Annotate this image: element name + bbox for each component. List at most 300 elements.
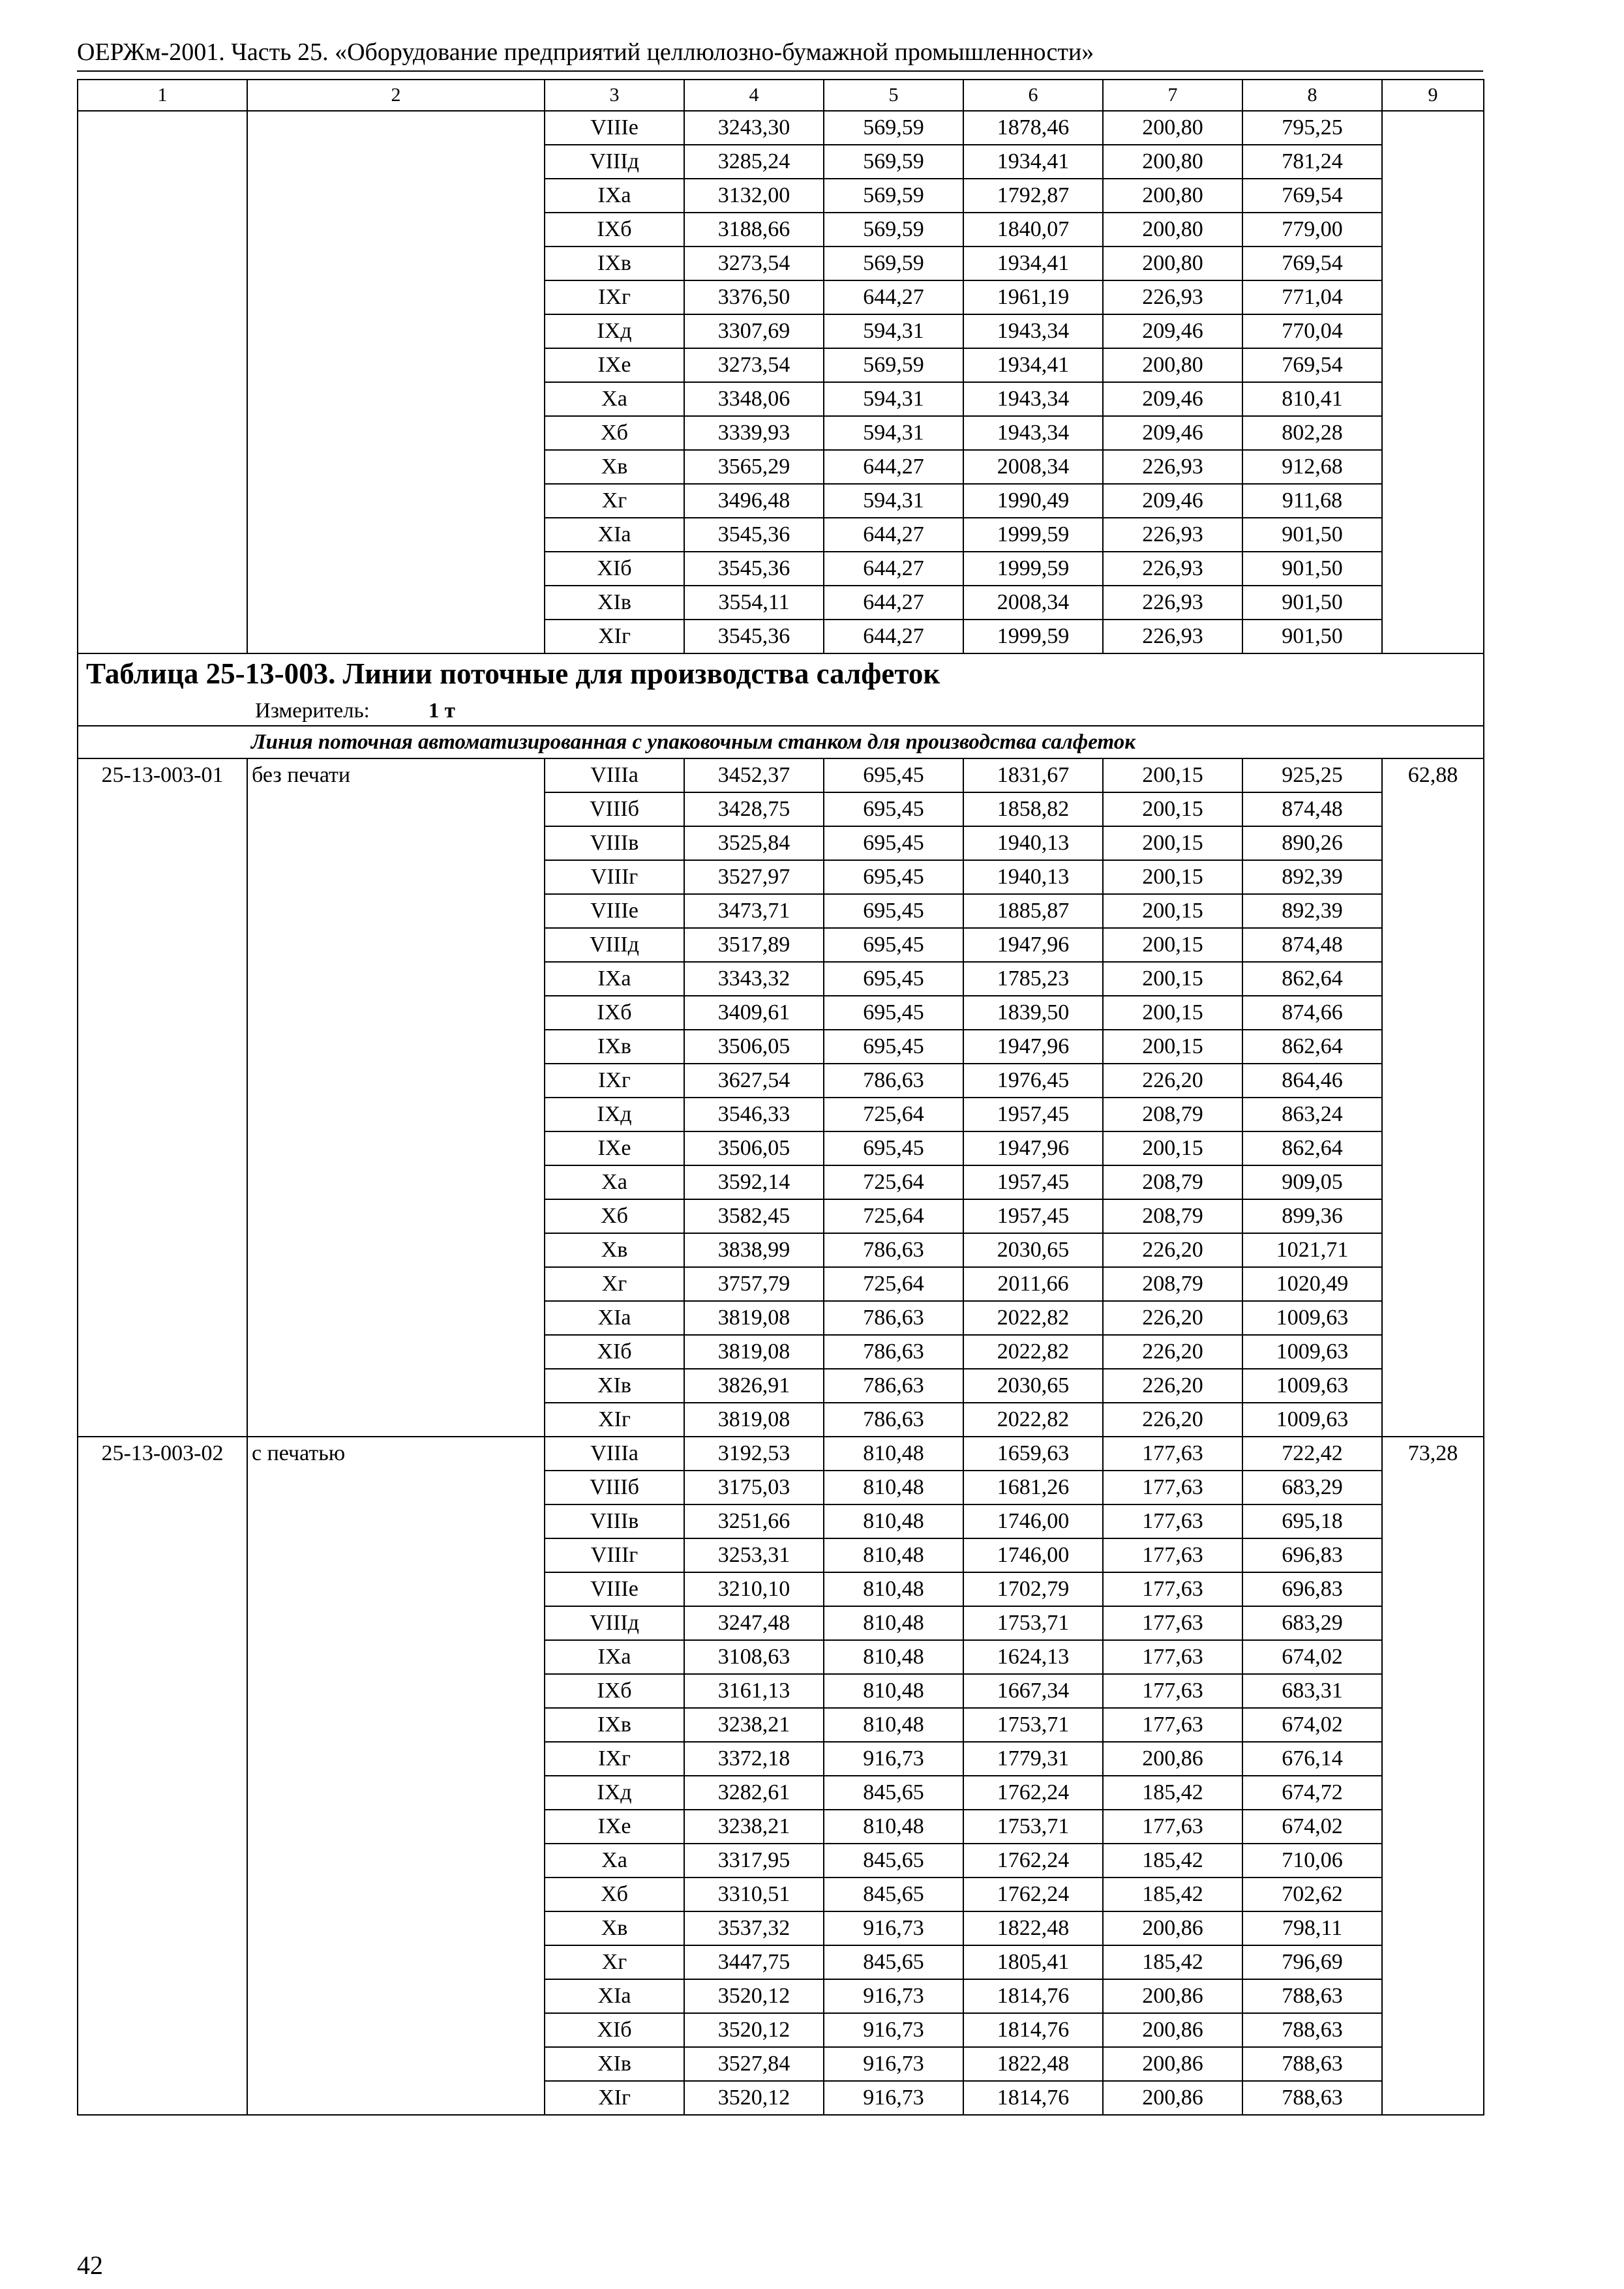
value-cell: 177,63: [1103, 1708, 1242, 1742]
column-number: 3: [545, 80, 684, 111]
zone-cell: Xг: [545, 1267, 684, 1301]
zone-cell: VIIIв: [545, 826, 684, 860]
value-cell: 3506,05: [684, 1030, 824, 1064]
value-cell: 916,73: [824, 2013, 963, 2047]
value-cell: 2022,82: [963, 1403, 1103, 1437]
value-cell: 674,72: [1242, 1776, 1382, 1810]
value-cell: 1999,59: [963, 552, 1103, 586]
zone-cell: VIIIг: [545, 1538, 684, 1572]
value-cell: 3537,32: [684, 1911, 824, 1945]
value-cell: 3546,33: [684, 1098, 824, 1131]
value-cell: 644,27: [824, 280, 963, 314]
value-cell: 810,48: [824, 1810, 963, 1844]
zone-cell: IXг: [545, 280, 684, 314]
zone-cell: VIIIд: [545, 928, 684, 962]
value-cell: 862,64: [1242, 1131, 1382, 1165]
value-cell: 226,93: [1103, 280, 1242, 314]
value-cell: 1805,41: [963, 1945, 1103, 1979]
zone-cell: IXб: [545, 213, 684, 247]
zone-cell: VIIIд: [545, 1606, 684, 1640]
zone-cell: VIIIб: [545, 792, 684, 826]
value-cell: 722,42: [1242, 1437, 1382, 1471]
value-cell: 770,04: [1242, 314, 1382, 348]
value-cell: 695,45: [824, 792, 963, 826]
value-cell: 810,48: [824, 1538, 963, 1572]
value-cell: 683,29: [1242, 1471, 1382, 1504]
code-cell: [78, 111, 247, 653]
zone-cell: Xа: [545, 1165, 684, 1199]
zone-cell: Xб: [545, 416, 684, 450]
value-cell: 874,48: [1242, 792, 1382, 826]
measure-value: 1 т: [428, 699, 455, 723]
name-cell: [247, 111, 545, 653]
value-cell: 200,80: [1103, 348, 1242, 382]
zone-cell: IXв: [545, 1708, 684, 1742]
zone-cell: XIа: [545, 1979, 684, 2013]
table-row: [78, 758, 1484, 792]
zone-cell: Xг: [545, 484, 684, 518]
value-cell: 786,63: [824, 1233, 963, 1267]
value-cell: 1957,45: [963, 1165, 1103, 1199]
value-cell: 3238,21: [684, 1708, 824, 1742]
value-cell: 200,80: [1103, 111, 1242, 145]
value-cell: 1009,63: [1242, 1403, 1382, 1437]
value-cell: 1667,34: [963, 1674, 1103, 1708]
value-cell: 3243,30: [684, 111, 824, 145]
value-cell: 3525,84: [684, 826, 824, 860]
value-cell: 1831,67: [963, 758, 1103, 792]
value-cell: 3132,00: [684, 179, 824, 213]
value-cell: 3520,12: [684, 1979, 824, 2013]
zone-cell: XIв: [545, 2047, 684, 2081]
value-cell: 226,20: [1103, 1301, 1242, 1335]
value-cell: 644,27: [824, 450, 963, 484]
column-number-row: [78, 80, 1484, 111]
value-cell: 3506,05: [684, 1131, 824, 1165]
value-cell: 3339,93: [684, 416, 824, 450]
value-cell: 3210,10: [684, 1572, 824, 1606]
col9-cell: 73,28: [1382, 1437, 1484, 2115]
zone-cell: XIг: [545, 1403, 684, 1437]
zone-cell: IXд: [545, 314, 684, 348]
value-cell: 1762,24: [963, 1776, 1103, 1810]
section-heading: Линия поточная автоматизированная с упаковочным станком для производства салфеток: [78, 726, 1484, 758]
column-number: 2: [247, 80, 545, 111]
value-cell: 890,26: [1242, 826, 1382, 860]
value-cell: 901,50: [1242, 518, 1382, 552]
value-cell: 925,25: [1242, 758, 1382, 792]
value-cell: 1814,76: [963, 2013, 1103, 2047]
value-cell: 185,42: [1103, 1878, 1242, 1911]
value-cell: 1822,48: [963, 2047, 1103, 2081]
value-cell: 200,86: [1103, 1979, 1242, 2013]
value-cell: 1009,63: [1242, 1335, 1382, 1369]
zone-cell: Xа: [545, 382, 684, 416]
value-cell: 695,45: [824, 894, 963, 928]
value-cell: 3819,08: [684, 1335, 824, 1369]
value-cell: 209,46: [1103, 416, 1242, 450]
value-cell: 1940,13: [963, 826, 1103, 860]
value-cell: 177,63: [1103, 1538, 1242, 1572]
value-cell: 1839,50: [963, 996, 1103, 1030]
document-header: ОЕРЖм-2001. Часть 25. «Оборудование предприятий целлюлозно-бумажной промышленности»: [77, 38, 1094, 66]
value-cell: 209,46: [1103, 484, 1242, 518]
value-cell: 200,15: [1103, 758, 1242, 792]
value-cell: 1990,49: [963, 484, 1103, 518]
value-cell: 3307,69: [684, 314, 824, 348]
value-cell: 3372,18: [684, 1742, 824, 1776]
value-cell: 786,63: [824, 1369, 963, 1403]
value-cell: 892,39: [1242, 894, 1382, 928]
value-cell: 177,63: [1103, 1572, 1242, 1606]
table-title-cell: [78, 653, 1484, 696]
value-cell: 695,45: [824, 1030, 963, 1064]
column-number: 6: [963, 80, 1103, 111]
value-cell: 1961,19: [963, 280, 1103, 314]
value-cell: 569,59: [824, 179, 963, 213]
zone-cell: XIа: [545, 518, 684, 552]
zone-cell: VIIIа: [545, 1437, 684, 1471]
name-cell: с печатью: [247, 1437, 545, 2115]
value-cell: 788,63: [1242, 2013, 1382, 2047]
value-cell: 208,79: [1103, 1199, 1242, 1233]
value-cell: 676,14: [1242, 1742, 1382, 1776]
value-cell: 1934,41: [963, 247, 1103, 280]
value-cell: 3238,21: [684, 1810, 824, 1844]
value-cell: 3108,63: [684, 1640, 824, 1674]
zone-cell: VIIIа: [545, 758, 684, 792]
value-cell: 810,48: [824, 1640, 963, 1674]
value-cell: 911,68: [1242, 484, 1382, 518]
value-cell: 1659,63: [963, 1437, 1103, 1471]
value-cell: 569,59: [824, 111, 963, 145]
value-cell: 1885,87: [963, 894, 1103, 928]
value-cell: 3285,24: [684, 145, 824, 179]
value-cell: 226,20: [1103, 1064, 1242, 1098]
code-cell: 25-13-003-02: [78, 1437, 247, 2115]
value-cell: 1702,79: [963, 1572, 1103, 1606]
value-cell: 810,48: [824, 1471, 963, 1504]
value-cell: 2022,82: [963, 1335, 1103, 1369]
value-cell: 200,80: [1103, 179, 1242, 213]
zone-cell: Xв: [545, 1911, 684, 1945]
value-cell: 912,68: [1242, 450, 1382, 484]
value-cell: 177,63: [1103, 1471, 1242, 1504]
value-cell: 200,86: [1103, 1911, 1242, 1945]
value-cell: 1878,46: [963, 111, 1103, 145]
value-cell: 200,15: [1103, 860, 1242, 894]
value-cell: 1957,45: [963, 1098, 1103, 1131]
zone-cell: XIа: [545, 1301, 684, 1335]
zone-cell: VIIIг: [545, 860, 684, 894]
value-cell: 226,20: [1103, 1369, 1242, 1403]
table-body: [78, 80, 1484, 2115]
value-cell: 1009,63: [1242, 1369, 1382, 1403]
value-cell: 1624,13: [963, 1640, 1103, 1674]
value-cell: 695,18: [1242, 1504, 1382, 1538]
value-cell: 200,15: [1103, 826, 1242, 860]
value-cell: 725,64: [824, 1199, 963, 1233]
value-cell: 3273,54: [684, 247, 824, 280]
zone-cell: XIб: [545, 1335, 684, 1369]
value-cell: 901,50: [1242, 552, 1382, 586]
value-cell: 3592,14: [684, 1165, 824, 1199]
value-cell: 644,27: [824, 620, 963, 653]
zone-cell: IXе: [545, 1810, 684, 1844]
value-cell: 3247,48: [684, 1606, 824, 1640]
value-cell: 3582,45: [684, 1199, 824, 1233]
value-cell: 1822,48: [963, 1911, 1103, 1945]
zone-cell: Xг: [545, 1945, 684, 1979]
value-cell: 3376,50: [684, 280, 824, 314]
column-number: 4: [684, 80, 824, 111]
value-cell: 208,79: [1103, 1165, 1242, 1199]
column-number: 1: [78, 80, 247, 111]
zone-cell: VIIIе: [545, 894, 684, 928]
value-cell: 874,66: [1242, 996, 1382, 1030]
value-cell: 3253,31: [684, 1538, 824, 1572]
value-cell: 769,54: [1242, 179, 1382, 213]
value-cell: 3175,03: [684, 1471, 824, 1504]
zone-cell: IXд: [545, 1776, 684, 1810]
table-row: [78, 111, 1484, 145]
value-cell: 695,45: [824, 928, 963, 962]
value-cell: 3428,75: [684, 792, 824, 826]
value-cell: 786,63: [824, 1403, 963, 1437]
value-cell: 771,04: [1242, 280, 1382, 314]
value-cell: 810,48: [824, 1674, 963, 1708]
column-number: 5: [824, 80, 963, 111]
value-cell: 702,62: [1242, 1878, 1382, 1911]
zone-cell: Xб: [545, 1199, 684, 1233]
value-cell: 569,59: [824, 247, 963, 280]
value-cell: 3826,91: [684, 1369, 824, 1403]
value-cell: 200,86: [1103, 2013, 1242, 2047]
value-cell: 200,80: [1103, 213, 1242, 247]
value-cell: 177,63: [1103, 1504, 1242, 1538]
value-cell: 3310,51: [684, 1878, 824, 1911]
value-cell: 1840,07: [963, 213, 1103, 247]
value-cell: 810,48: [824, 1437, 963, 1471]
value-cell: 769,54: [1242, 247, 1382, 280]
value-cell: 594,31: [824, 484, 963, 518]
value-cell: 644,27: [824, 586, 963, 620]
value-cell: 226,93: [1103, 620, 1242, 653]
value-cell: 1746,00: [963, 1504, 1103, 1538]
value-cell: 786,63: [824, 1064, 963, 1098]
value-cell: 1943,34: [963, 314, 1103, 348]
value-cell: 695,45: [824, 996, 963, 1030]
value-cell: 3192,53: [684, 1437, 824, 1471]
zone-cell: IXв: [545, 247, 684, 280]
zone-cell: Xв: [545, 1233, 684, 1267]
value-cell: 845,65: [824, 1878, 963, 1911]
value-cell: 845,65: [824, 1776, 963, 1810]
zone-cell: XIб: [545, 2013, 684, 2047]
value-cell: 226,20: [1103, 1403, 1242, 1437]
value-cell: 674,02: [1242, 1810, 1382, 1844]
value-cell: 1762,24: [963, 1844, 1103, 1878]
section-heading-row: [78, 726, 1484, 758]
value-cell: 569,59: [824, 145, 963, 179]
value-cell: 3545,36: [684, 620, 824, 653]
value-cell: 185,42: [1103, 1776, 1242, 1810]
value-cell: 3554,11: [684, 586, 824, 620]
value-cell: 710,06: [1242, 1844, 1382, 1878]
value-cell: 1020,49: [1242, 1267, 1382, 1301]
value-cell: 200,15: [1103, 792, 1242, 826]
value-cell: 3838,99: [684, 1233, 824, 1267]
value-cell: 674,02: [1242, 1640, 1382, 1674]
value-cell: 788,63: [1242, 2047, 1382, 2081]
value-cell: 594,31: [824, 382, 963, 416]
value-cell: 2008,34: [963, 586, 1103, 620]
value-cell: 1940,13: [963, 860, 1103, 894]
value-cell: 208,79: [1103, 1098, 1242, 1131]
value-cell: 200,15: [1103, 928, 1242, 962]
measure-label: Измеритель:: [255, 699, 370, 723]
value-cell: 674,02: [1242, 1708, 1382, 1742]
value-cell: 200,80: [1103, 247, 1242, 280]
value-cell: 177,63: [1103, 1606, 1242, 1640]
value-cell: 3520,12: [684, 2013, 824, 2047]
zone-cell: XIг: [545, 2081, 684, 2115]
value-cell: 3517,89: [684, 928, 824, 962]
value-cell: 200,15: [1103, 1131, 1242, 1165]
column-number: 9: [1382, 80, 1484, 111]
zone-cell: VIIIе: [545, 1572, 684, 1606]
value-cell: 185,42: [1103, 1945, 1242, 1979]
value-cell: 1957,45: [963, 1199, 1103, 1233]
value-cell: 788,63: [1242, 2081, 1382, 2115]
value-cell: 226,93: [1103, 552, 1242, 586]
value-cell: 695,45: [824, 758, 963, 792]
value-cell: 1943,34: [963, 416, 1103, 450]
zone-cell: VIIIд: [545, 145, 684, 179]
value-cell: 208,79: [1103, 1267, 1242, 1301]
value-cell: 1746,00: [963, 1538, 1103, 1572]
zone-cell: IXе: [545, 1131, 684, 1165]
zone-cell: IXг: [545, 1064, 684, 1098]
value-cell: 696,83: [1242, 1572, 1382, 1606]
zone-cell: IXа: [545, 1640, 684, 1674]
value-cell: 644,27: [824, 518, 963, 552]
table-title: Таблица 25-13-003. Линии поточные для производства салфеток: [86, 657, 940, 690]
value-cell: 3409,61: [684, 996, 824, 1030]
zone-cell: XIб: [545, 552, 684, 586]
value-cell: 916,73: [824, 1742, 963, 1776]
value-cell: 916,73: [824, 2081, 963, 2115]
value-cell: 810,48: [824, 1606, 963, 1640]
name-cell: без печати: [247, 758, 545, 1437]
value-cell: 864,46: [1242, 1064, 1382, 1098]
zone-cell: IXд: [545, 1098, 684, 1131]
value-cell: 209,46: [1103, 314, 1242, 348]
value-cell: 200,86: [1103, 1742, 1242, 1776]
value-cell: 3188,66: [684, 213, 824, 247]
value-cell: 725,64: [824, 1165, 963, 1199]
zone-cell: XIв: [545, 1369, 684, 1403]
value-cell: 3251,66: [684, 1504, 824, 1538]
value-cell: 1779,31: [963, 1742, 1103, 1776]
value-cell: 901,50: [1242, 620, 1382, 653]
value-cell: 177,63: [1103, 1810, 1242, 1844]
value-cell: 909,05: [1242, 1165, 1382, 1199]
value-cell: 1947,96: [963, 1030, 1103, 1064]
zone-cell: VIIIв: [545, 1504, 684, 1538]
value-cell: 1858,82: [963, 792, 1103, 826]
value-cell: 1976,45: [963, 1064, 1103, 1098]
value-cell: 1814,76: [963, 1979, 1103, 2013]
value-cell: 1021,71: [1242, 1233, 1382, 1267]
value-cell: 3282,61: [684, 1776, 824, 1810]
value-cell: 200,15: [1103, 996, 1242, 1030]
zone-cell: IXе: [545, 348, 684, 382]
value-cell: 200,86: [1103, 2081, 1242, 2115]
value-cell: 226,93: [1103, 518, 1242, 552]
value-cell: 3447,75: [684, 1945, 824, 1979]
value-cell: 695,45: [824, 1131, 963, 1165]
value-cell: 3527,84: [684, 2047, 824, 2081]
value-cell: 788,63: [1242, 1979, 1382, 2013]
value-cell: 226,93: [1103, 586, 1242, 620]
value-cell: 1785,23: [963, 962, 1103, 996]
value-cell: 226,20: [1103, 1233, 1242, 1267]
value-cell: 3473,71: [684, 894, 824, 928]
value-cell: 1934,41: [963, 145, 1103, 179]
value-cell: 810,41: [1242, 382, 1382, 416]
value-cell: 1762,24: [963, 1878, 1103, 1911]
value-cell: 1999,59: [963, 518, 1103, 552]
value-cell: 200,15: [1103, 894, 1242, 928]
value-cell: 177,63: [1103, 1437, 1242, 1471]
value-cell: 185,42: [1103, 1844, 1242, 1878]
value-cell: 1792,87: [963, 179, 1103, 213]
zone-cell: Xв: [545, 450, 684, 484]
value-cell: 3520,12: [684, 2081, 824, 2115]
zone-cell: XIв: [545, 586, 684, 620]
col9-cell: [1382, 111, 1484, 653]
value-cell: 3348,06: [684, 382, 824, 416]
value-cell: 683,31: [1242, 1674, 1382, 1708]
value-cell: 2022,82: [963, 1301, 1103, 1335]
value-cell: 1681,26: [963, 1471, 1103, 1504]
value-cell: 2030,65: [963, 1233, 1103, 1267]
zone-cell: IXб: [545, 996, 684, 1030]
value-cell: 892,39: [1242, 860, 1382, 894]
value-cell: 796,69: [1242, 1945, 1382, 1979]
value-cell: 1753,71: [963, 1606, 1103, 1640]
value-cell: 2008,34: [963, 450, 1103, 484]
value-cell: 200,15: [1103, 1030, 1242, 1064]
value-cell: 725,64: [824, 1267, 963, 1301]
zone-cell: IXа: [545, 179, 684, 213]
value-cell: 863,24: [1242, 1098, 1382, 1131]
value-cell: 3819,08: [684, 1301, 824, 1335]
value-cell: 695,45: [824, 826, 963, 860]
value-cell: 1753,71: [963, 1708, 1103, 1742]
value-cell: 177,63: [1103, 1640, 1242, 1674]
value-cell: 2030,65: [963, 1369, 1103, 1403]
value-cell: 3161,13: [684, 1674, 824, 1708]
value-cell: 1934,41: [963, 348, 1103, 382]
value-cell: 786,63: [824, 1335, 963, 1369]
value-cell: 3317,95: [684, 1844, 824, 1878]
value-cell: 3545,36: [684, 518, 824, 552]
value-cell: 795,25: [1242, 111, 1382, 145]
value-cell: 1947,96: [963, 1131, 1103, 1165]
value-cell: 696,83: [1242, 1538, 1382, 1572]
